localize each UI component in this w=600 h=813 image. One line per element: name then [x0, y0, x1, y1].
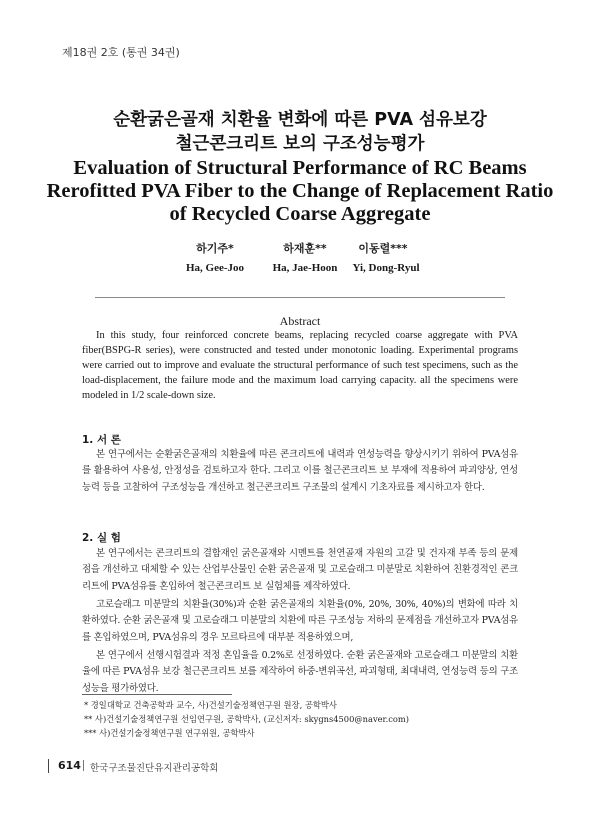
author-3-korean: 이동렬*** — [358, 242, 408, 255]
abstract-heading: Abstract — [279, 314, 321, 328]
journal-name: 한국구조물진단유지관리공학회 — [90, 763, 219, 774]
footnote-1: * 경일대학교 건축공학과 교수, 사)건설기술정책연구원 원장, 공학박사 — [84, 700, 337, 710]
section-1-paragraph-1: 본 연구에서는 순환굵은골재의 치환율에 따른 콘크리트에 내력과 연성능력을 향상시키기 위하여 PVA섬유를 활용하여 사용성, 안정성을 검토하고자 한다. 그리고 이를 철근콘크리트 보 부재에 적용하여 파괴양상, 연성능력 등을 고찰하여 구조성능을 개선하고 철근콘크리트 구조물의 설계시 기초자료를 제시하고자 한다. — [82, 449, 518, 493]
author-1-english: Ha, Gee-Joo — [185, 262, 245, 274]
footer-bar — [48, 759, 49, 773]
section-2-paragraph-2: 고로슬래그 미분말의 치환율(30%)과 순환 굵은골재의 치환율(0%, 20%, 30%, 40%)의 변화에 따라 치환하였다. 순환 굵은골재 및 고로슬래그 미분말의 치환에 따른 구조성능 저하의 문제점을 개선하고자 PVA섬유를 혼입하였으며, PVA섬유의 경우 모르타르에 대부분 적용하였으며, — [82, 599, 518, 643]
footer-separator — [83, 760, 84, 771]
author-3-english: Yi, Dong-Ryul — [352, 262, 420, 274]
abstract-top-rule — [95, 297, 505, 298]
section-2-paragraph-3: 본 연구에서 선행시험결과 적정 혼입율을 0.2%로 선정하였다. 순환 굵은골재와 고로슬래그 미분말의 치환율에 따른 PVA섬유 보강 철근콘크리트 보를 제작하여 하중-변위곡선, 파괴형태, 최대내력, 연성능력 등의 구조성능을 평가하였다. — [82, 650, 518, 694]
section-2-paragraph-1: 본 연구에서는 콘크리트의 결합재인 굵은골재와 시멘트를 천연골재 자원의 고갈 및 건자재 부족 등의 문제점을 개선하고 대체할 수 있는 산업부산물인 순환 굵은골재 및 고로슬래그 미분말로 치환하여 친환경적인 콘크리트에 PVA섬유를 혼입하여 철근콘크리트 보 실험체를 제작하였다. — [82, 548, 518, 592]
section-1-heading: 1. 서 론 — [82, 434, 121, 446]
footnote-2: ** 사)건설기술정책연구원 선임연구원, 공학박사, (교신저자: skygns4500@naver.com) — [84, 714, 409, 724]
section-2-heading: 2. 실 험 — [82, 532, 121, 544]
author-2-korean: 하재훈** — [283, 242, 327, 255]
author-2-english: Ha, Jae-Hoon — [272, 262, 338, 274]
abstract-body: In this study, four reinforced concrete beams, replacing recycled coarse aggregate with PVA fiber(BSPG-R series), were constructed and tested under monotonic loading. Experimental programs were carried out to improve and evaluate the structural performance of such test specimens, such as the load-displacement, the failure mode and the maximum load carrying capacity. all the specimens were modeled in 1/2 scale-down size. — [82, 330, 518, 401]
english-title-line-2: Rerofitted PVA Fiber to the Change of Replacement Ratio — [46, 180, 554, 202]
author-1-korean: 하기주* — [196, 242, 234, 255]
korean-title-line-1: 순환굵은골재 치환율 변화에 따른 PVA 섬유보강 — [113, 110, 487, 130]
page-number: 614 — [58, 759, 81, 772]
volume-issue-header: 제18권 2호 (통권 34권) — [62, 46, 180, 59]
english-title-line-3: of Recycled Coarse Aggregate — [169, 203, 431, 225]
footnote-3: *** 사)건설기술정책연구원 연구위원, 공학박사 — [84, 728, 255, 738]
footnote-rule — [82, 694, 232, 695]
english-title-line-1: Evaluation of Structural Performance of RC Beams — [73, 157, 527, 179]
korean-title-line-2: 철근콘크리트 보의 구조성능평가 — [175, 134, 425, 154]
